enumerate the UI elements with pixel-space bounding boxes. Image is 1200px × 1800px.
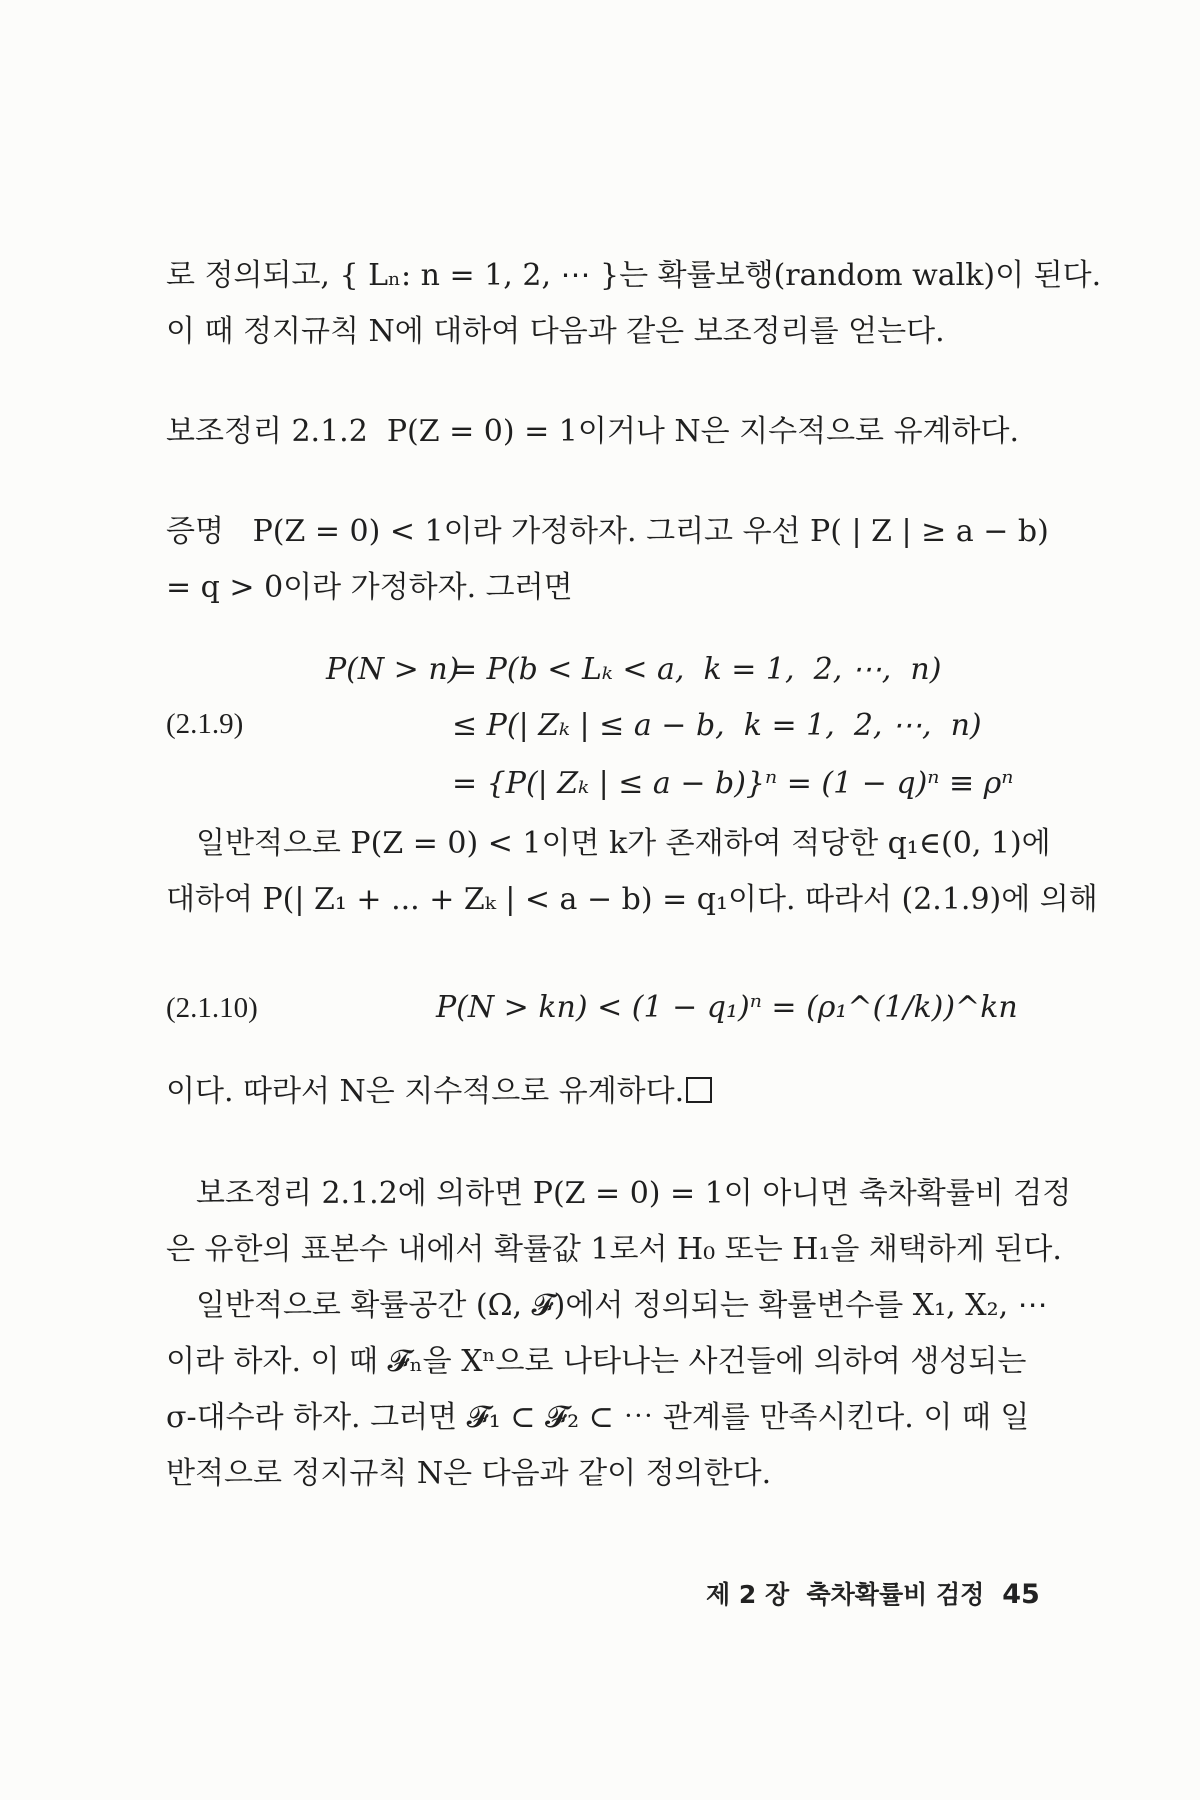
equation-219-line1: = P(b < Lₖ < a, k = 1, 2, ⋯, n) bbox=[452, 652, 942, 687]
paragraph-line: 일반적으로 확률공간 (Ω, 𝓕)에서 정의되는 확률변수를 X₁, X₂, ⋯ bbox=[196, 1288, 1048, 1323]
paragraph-line: 이 때 정지규칙 N에 대하여 다음과 같은 보조정리를 얻는다. bbox=[166, 314, 945, 349]
proof-line: = q > 0이라 가정하자. 그러면 bbox=[166, 570, 573, 605]
equation-2110-label: (2.1.10) bbox=[166, 992, 258, 1024]
qed-box-icon bbox=[686, 1077, 712, 1103]
paragraph-line: σ-대수라 하자. 그러면 𝓕₁ ⊂ 𝓕₂ ⊂ ⋯ 관계를 만족시킨다. 이 때 일 bbox=[166, 1400, 1030, 1435]
proof-conclusion: 이다. 따라서 N은 지수적으로 유계하다. bbox=[166, 1064, 1056, 1120]
equation-219-line2: ≤ P(| Zₖ | ≤ a − b, k = 1, 2, ⋯, n) bbox=[452, 708, 982, 743]
chapter-title: 제 2 장 축차확률비 검정 bbox=[706, 1580, 985, 1609]
proof-line: 증명 P(Z = 0) < 1이라 가정하자. 그리고 우선 P( | Z | ≥ a − b) bbox=[166, 514, 1049, 549]
paragraph-line: 이라 하자. 이 때 𝓕ₙ을 Xⁿ으로 나타나는 사건들에 의하여 생성되는 bbox=[166, 1344, 1027, 1379]
lemma-statement: 보조정리 2.1.2 P(Z = 0) = 1이거나 N은 지수적으로 유계하다. bbox=[166, 414, 1020, 449]
paragraph-line: 보조정리 2.1.2에 의하면 P(Z = 0) = 1이 아니면 축차확률비 검정 bbox=[196, 1176, 1072, 1211]
page-footer bbox=[706, 1575, 1040, 1611]
paragraph-line: 로 정의되고, { Lₙ: n = 1, 2, ⋯ }는 확률보행(random walk)이 된다. bbox=[166, 258, 1102, 293]
equation-2110-formula: P(N > kn) < (1 − q₁)ⁿ = (ρ₁^(1/k))^kn bbox=[436, 990, 1018, 1025]
paragraph-line: 대하여 P(| Z₁ + ... + Zₖ | < a − b) = q₁이다. 따라서 (2.1.9)에 의해 bbox=[166, 882, 1098, 917]
paragraph-line: 일반적으로 P(Z = 0) < 1이면 k가 존재하여 적당한 q₁∈(0, 1)에 bbox=[196, 826, 1051, 861]
paragraph-line: 은 유한의 표본수 내에서 확률값 1로서 H₀ 또는 H₁을 채택하게 된다. bbox=[166, 1232, 1062, 1267]
equation-219-label: (2.1.9) bbox=[166, 708, 244, 740]
equation-219-line3: = {P(| Zₖ | ≤ a − b)}ⁿ = (1 − q)ⁿ ≡ ρⁿ bbox=[452, 766, 1014, 801]
page-number: 45 bbox=[1002, 1579, 1040, 1610]
paragraph-line: 반적으로 정지규칙 N은 다음과 같이 정의한다. bbox=[166, 1456, 772, 1491]
equation-219-lhs: P(N > n) bbox=[326, 652, 460, 687]
